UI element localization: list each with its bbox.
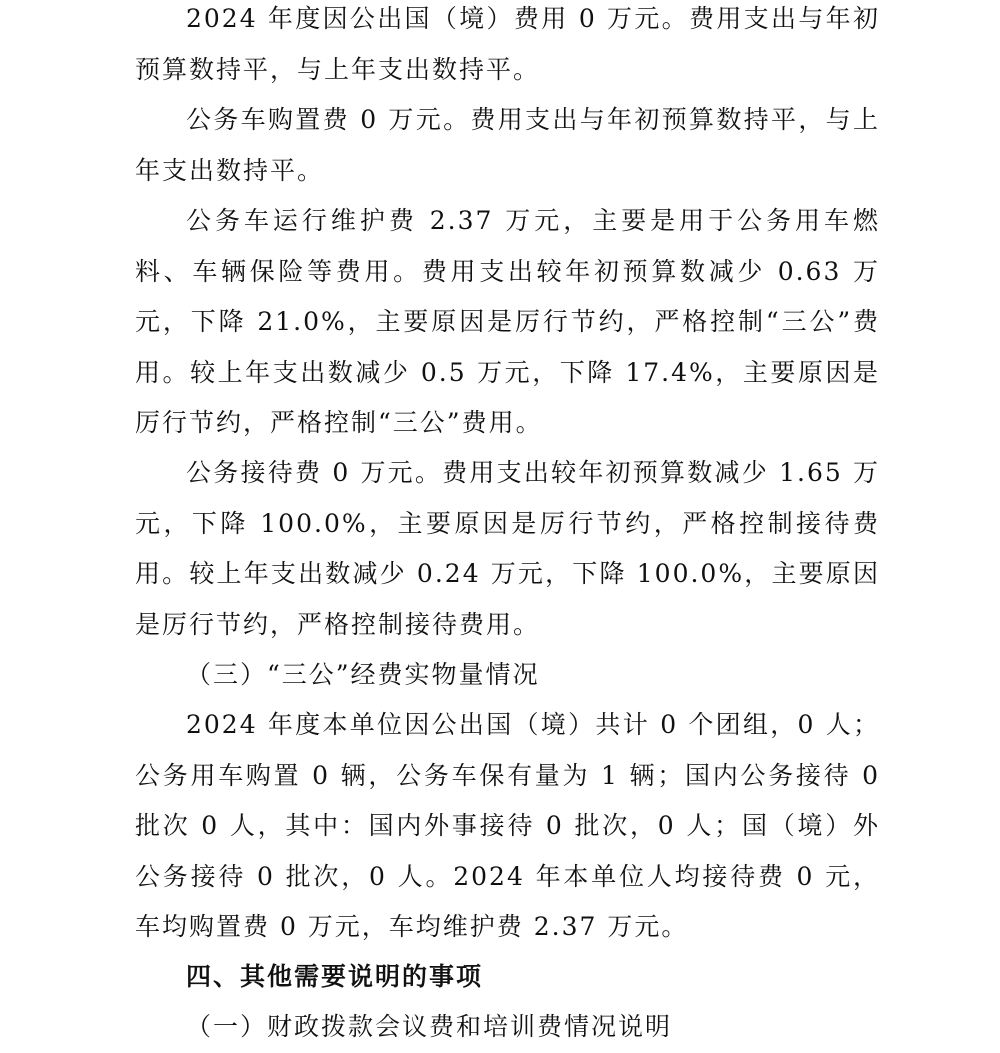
paragraph-vehicle-maintenance: 公务车运行维护费 2.37 万元，主要是用于公务用车燃料、车辆保险等费用。费用支出较年初预算数减少 0.63 万元，下降 21.0%，主要原因是厉行节约，严格控制“三公”费用。较上年支出数减少 0.5 万元，下降 17.4%，主要原因是厉行节约，严格控制“三公”费用。 [135, 206, 880, 438]
paragraph-vehicle-purchase: 公务车购置费 0 万元。费用支出与年初预算数持平，与上年支出数持平。 [135, 105, 880, 185]
paragraph-physical-quantities: 2024 年度本单位因公出国（境）共计 0 个团组，0 人；公务用车购置 0 辆，公务车保有量为 1 辆；国内公务接待 0 批次 0 人，其中：国内外事接待 0 批次，0 人；国（境）外公务接待 0 批次，0 人。2024 年本单位人均接待费 0 元，车均购置费 0 万元，车均维护费 2.37 万元。 [135, 710, 880, 942]
section-heading-other-matters: 四、其他需要说明的事项 [186, 962, 484, 991]
subheading-three-public-quantities: （三）“三公”经费实物量情况 [186, 660, 540, 689]
subheading-meeting-training-fees: （一）财政拨款会议费和培训费情况说明 [186, 1012, 673, 1041]
paragraph-overseas-expense: 2024 年度因公出国（境）费用 0 万元。费用支出与年初预算数持平，与上年支出数持平。 [135, 4, 880, 84]
paragraph-reception-expense: 公务接待费 0 万元。费用支出较年初预算数减少 1.65 万元，下降 100.0%，主要原因是厉行节约，严格控制接待费用。较上年支出数减少 0.24 万元，下降 100.0%，主要原因是厉行节约，严格控制接待费用。 [135, 458, 880, 639]
